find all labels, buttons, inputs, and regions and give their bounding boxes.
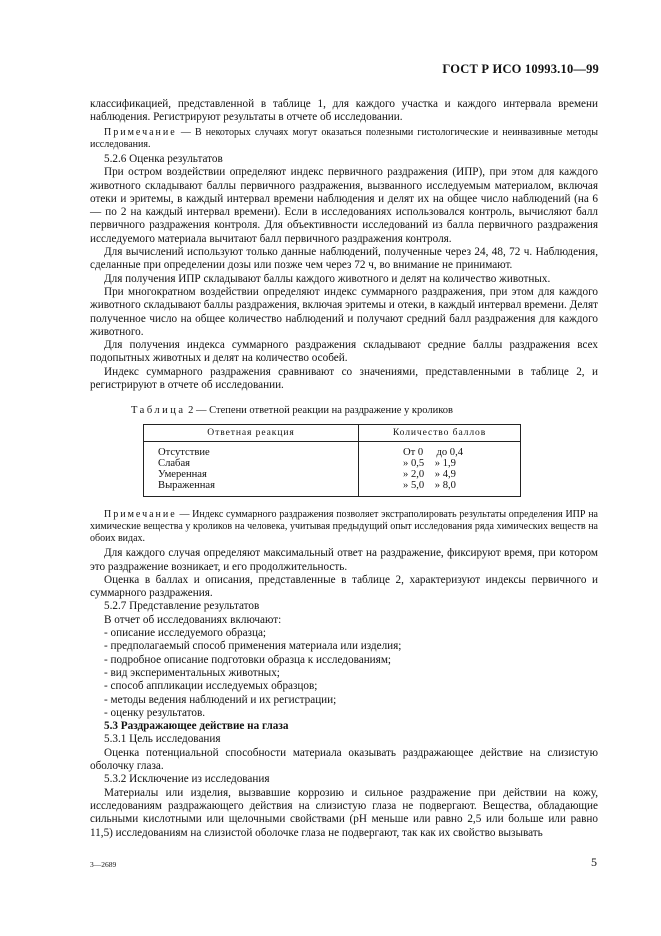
note-label: Примечание bbox=[104, 508, 177, 520]
paragraph: Индекс суммарного раздражения сравнивают со значениями, представленными в таблице 2, и регистрируют в отчете об исследовании. bbox=[90, 365, 598, 392]
page-content bbox=[90, 98, 598, 840]
note-text: — Индекс суммарного раздражения позволяет экстраполировать результаты определения ИПР на химические вещества у кроликов на человека, учитывая предыдущий опыт исследования ряда химических веществ на обоих видах. bbox=[90, 508, 598, 545]
section-heading: 5.3 Раздражающее действие на глаза bbox=[104, 720, 289, 733]
paragraph: При остром воздействии определяют индекс первичного раздражения (ИПР), при этом для каждого животного складывают баллы первичного раздражения, вызванного исследуемым материалом, включая отеки и эритемы, в каждый интервал времени наблюдения и делят их на общее число наблюдений (на 6 — по 2 на каждый интервал времени). Если в исследованиях использовался контроль, вычисляют балл первичного раздражения контроля. Для объективности исследований из балла первичного раздражения исследуемого материала вычитают балл первичного раздражения контроля. bbox=[90, 166, 598, 245]
table-caption-text: 2 — Степени ответной реакции на раздражение у кроликов bbox=[185, 405, 453, 417]
paragraph: классификацией, представленной в таблице 1, для каждого участка и каждого интервала времени наблюдения. Регистрируют результаты в отчете об исследовании. bbox=[90, 98, 598, 124]
reaction-cell: Слабая bbox=[144, 458, 359, 469]
list-item: - способ аппликации исследуемых образцов; bbox=[104, 680, 318, 693]
section-heading: 5.3.1 Цель исследования bbox=[104, 733, 221, 746]
paragraph: Для каждого случая определяют максимальный ответ на раздражение, фиксируют время, при котором это раздражение возникает, и его продолжительность. bbox=[90, 547, 598, 573]
table-caption-label: Таблица bbox=[131, 405, 186, 417]
list-intro: В отчет об исследованиях включают: bbox=[104, 613, 282, 626]
paragraph: Оценка в баллах и описания, представленные в таблице 2, характеризуют индексы первичного и суммарного раздражения. bbox=[90, 573, 598, 600]
paragraph: Для получения ИПР складывают баллы каждого животного и делят на количество животных. bbox=[104, 272, 551, 285]
paragraph: Для вычислений используют только данные наблюдений, полученные через 24, 48, 72 ч. Наблюдения, сделанные при определении дозы или позже чем через 72 ч, во внимание не принимают. bbox=[90, 246, 598, 272]
list-item: - вид экспериментальных животных; bbox=[104, 666, 280, 679]
section-heading: 5.2.6 Оценка результатов bbox=[104, 153, 223, 165]
table-header-reaction: Ответная реакция bbox=[144, 424, 359, 441]
list-item: - описание исследуемого образца; bbox=[104, 627, 267, 640]
table-caption bbox=[131, 404, 598, 417]
paragraph: При многократном воздействии определяют индекс суммарного раздражения, при этом для каждого животного складывают баллы раздражения, включая эритемы и отеки, в каждый интервал времени. Делят полученное число на общее количество наблюдений и получают средний балл раздражения для каждого животного. bbox=[90, 285, 598, 338]
note bbox=[90, 127, 598, 151]
report-list bbox=[90, 614, 598, 720]
reaction-cell: Выраженная bbox=[144, 480, 359, 496]
standard-header: ГОСТ Р ИСО 10993.10—99 bbox=[442, 62, 599, 76]
table-row bbox=[144, 469, 521, 480]
page-number: 5 bbox=[591, 855, 597, 869]
reaction-table bbox=[143, 424, 521, 497]
section-heading: 5.3.2 Исключение из исследования bbox=[104, 773, 270, 786]
reaction-cell: Отсутствие bbox=[144, 441, 359, 458]
print-code: 3—2689 bbox=[90, 860, 117, 869]
score-cell: » 5,0 » 8,0 bbox=[359, 480, 521, 496]
score-cell: От 0 до 0,4 bbox=[359, 441, 521, 458]
paragraph: Материалы или изделия, вызвавшие коррозию и сильное раздражение при действии на кожу, исследованиям раздражающего действия на слизистую глаза не подвергают. Вещества, обладающие сильными кислотными или щелочными свойствами (pH меньше или равно 2,5 или больше или равно 11,5) исследованиям на слизистой оболочке глаза не подвергают, так как их свойство вызывать bbox=[90, 786, 598, 839]
reaction-cell: Умеренная bbox=[144, 469, 359, 480]
table-header-score: Количество баллов bbox=[359, 424, 521, 441]
list-item: - методы ведения наблюдений и их регистрации; bbox=[104, 693, 337, 706]
table-row bbox=[144, 458, 521, 469]
paragraph: Оценка потенциальной способности материала оказывать раздражающее действие на слизистую оболочку глаза. bbox=[90, 746, 598, 773]
section-heading: 5.2.7 Представление результатов bbox=[104, 600, 260, 613]
note bbox=[90, 509, 598, 546]
table-row bbox=[144, 441, 521, 458]
score-cell: » 2,0 » 4,9 bbox=[359, 469, 521, 480]
note-text: — В некоторых случаях могут оказаться полезными гистологические и неинвазивные методы исследования. bbox=[90, 126, 598, 150]
list-item: - оценку результатов. bbox=[104, 706, 206, 719]
table-row bbox=[144, 480, 521, 496]
list-item: - подробное описание подготовки образца к исследованиям; bbox=[104, 653, 392, 666]
paragraph: Для получения индекса суммарного раздражения складывают средние баллы раздражения всех подопытных животных и делят на количество особей. bbox=[90, 339, 598, 365]
list-item: - предполагаемый способ применения материала или изделия; bbox=[104, 640, 402, 653]
score-cell: » 0,5 » 1,9 bbox=[359, 458, 521, 469]
note-label: Примечание bbox=[104, 126, 177, 138]
